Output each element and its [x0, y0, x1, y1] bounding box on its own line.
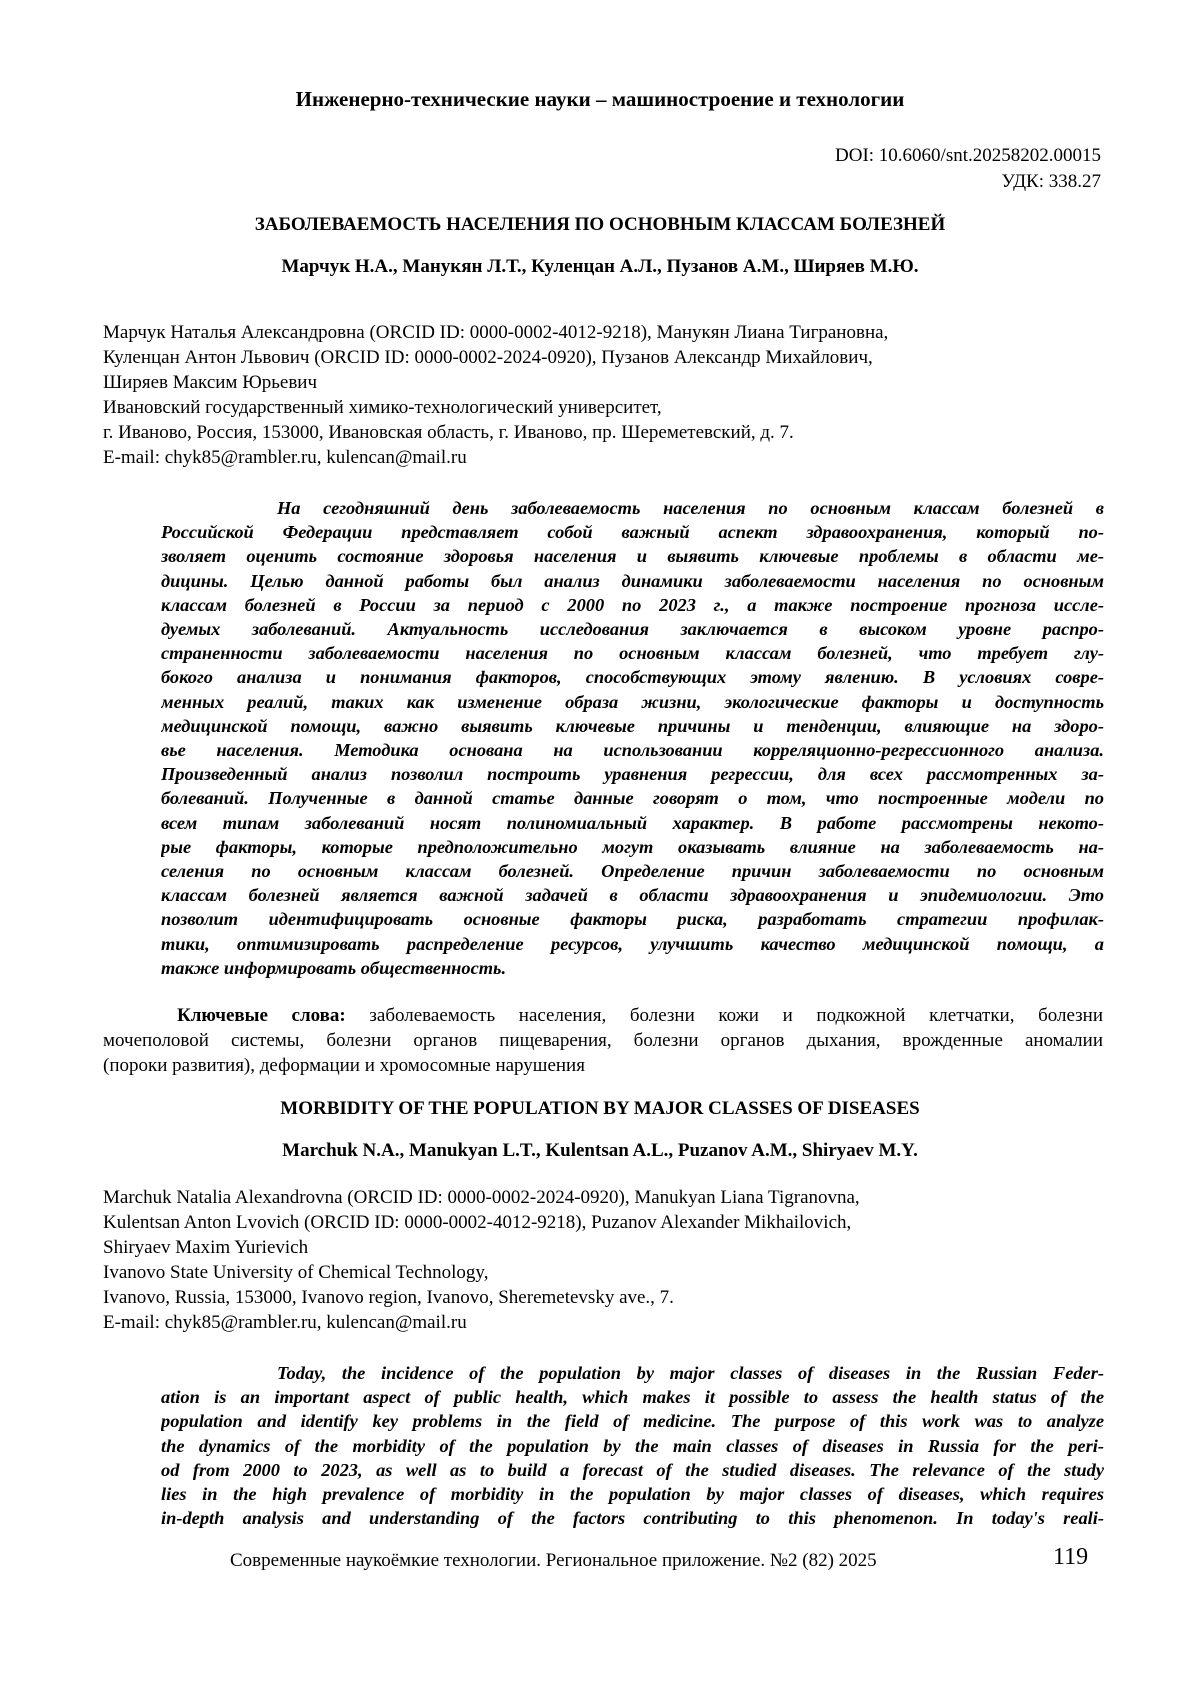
ru-abstract-line: классам болезней в России за период с 2000 по 2023 г., а также построение прогноза иссле-: [161, 594, 1104, 615]
ru-abstract-line: вье населения. Методика основана на использовании корреляционно-регрессионного анализа.: [161, 740, 1104, 761]
ru-keywords-line: (пороки развития), деформации и хромосомные нарушения: [103, 1055, 585, 1076]
en-affiliation: [103, 1185, 1103, 1335]
ru-affiliation-line: Куленцан Антон Львович (ORCID ID: 0000-0002-2024-0920), Пузанов Александр Михайлович,: [103, 347, 873, 368]
ru-email-line: E-mail: chyk85@rambler.ru, kulencan@mail.ru: [103, 447, 467, 468]
udc-text: УДК: 338.27: [1001, 171, 1101, 192]
ru-abstract-line: бокого анализа и понимания факторов, способствующих этому явлению. В условиях совре-: [161, 667, 1104, 688]
ru-affiliation-line: Ивановский государственный химико-технологический университет,: [103, 397, 662, 418]
ru-abstract-line: Российской Федерации представляет собой важный аспект здравоохранения, который по-: [161, 522, 1104, 543]
en-abstract-line: in-depth analysis and understanding of the factors contributing to this phenomenon. In today's reali-: [161, 1508, 1104, 1529]
en-abstract-line: Today, the incidence of the population by major classes of diseases in the Russian Feder-: [277, 1363, 1104, 1383]
ru-affiliation: [103, 320, 1103, 470]
ru-abstract-line: также информировать общественность.: [161, 957, 507, 978]
ru-abstract: [161, 496, 1104, 980]
keywords-label: Ключевые слова:: [177, 1005, 346, 1026]
ru-abstract-line: болеваний. Полученные в данной статье данные говорят о том, что построенные модели по: [161, 788, 1104, 809]
ru-affiliation-line: Ширяев Максим Юрьевич: [103, 372, 318, 393]
ru-abstract-line: тики, оптимизировать распределение ресурсов, улучшить качество медицинской помощи, а: [161, 933, 1104, 954]
en-abstract-line: the dynamics of the morbidity of the population by the main classes of diseases in Russia for the peri-: [161, 1435, 1104, 1456]
ru-abstract-line: дицины. Целью данной работы был анализ динамики заболеваемости населения по основным: [161, 570, 1104, 591]
ru-abstract-line: селения по основным классам болезней. Определение причин заболеваемости по основным: [161, 861, 1104, 882]
ru-affiliation-line: г. Иваново, Россия, 153000, Ивановская область, г. Иваново, пр. Шереметевский, д. 7.: [103, 422, 794, 443]
ru-authors: Марчук Н.А., Манукян Л.Т., Куленцан А.Л., Пузанов А.М., Ширяев М.Ю.: [281, 256, 919, 277]
en-affiliation-line: Ivanovo, Russia, 153000, Ivanovo region, Ivanovo, Sheremetevsky ave., 7.: [103, 1287, 674, 1308]
ru-abstract-line: дуемых заболеваний. Актуальность исследования заключается в высоком уровне распро-: [161, 619, 1104, 640]
en-abstract-line: od from 2000 to 2023, as well as to build a forecast of the studied diseases. The relevance of the study: [161, 1459, 1104, 1480]
en-affiliation-line: Marchuk Natalia Alexandrovna (ORCID ID: 0000-0002-2024-0920), Manukyan Liana Tigranovna,: [103, 1187, 860, 1208]
ru-keywords-line: [103, 1003, 1103, 1028]
doi-text: DOI: 10.6060/snt.20258202.00015: [835, 145, 1101, 166]
ru-abstract-line: классам болезней является важной задачей в области здравоохранения и эпидемиологии. Это: [161, 885, 1104, 906]
ru-affiliation-line: Марчук Наталья Александровна (ORCID ID: 0000-0002-4012-9218), Манукян Лиана Тиграновна,: [103, 322, 889, 343]
ru-abstract-line: всем типам заболеваний носят полиномиальный характер. В работе рассмотрены некото-: [161, 812, 1104, 833]
en-abstract: [161, 1361, 1104, 1530]
section-header: Инженерно-технические науки – машиностроение и технологии: [295, 87, 905, 111]
keywords-text: заболеваемость населения, болезни кожи и подкожной клетчатки, болезни: [369, 1005, 1104, 1026]
ru-abstract-line: позволит идентифицировать основные факторы риска, разработать стратегии профилак-: [161, 909, 1104, 930]
ru-abstract-line: страненности заболеваемости населения по основным классам болезней, что требует глу-: [161, 643, 1104, 664]
en-affiliation-line: Kulentsan Anton Lvovich (ORCID ID: 0000-0002-4012-9218), Puzanov Alexander Mikhailovich,: [103, 1212, 852, 1233]
journal-name: Современные наукоёмкие технологии. Региональное приложение. №2 (82) 2025: [230, 1550, 877, 1571]
en-abstract-line: ation is an important aspect of public health, which makes it possible to assess the health status of the: [161, 1387, 1104, 1408]
en-affiliation-line: Ivanovo State University of Chemical Technology,: [103, 1262, 489, 1283]
ru-keywords-line: мочеполовой системы, болезни органов пищеварения, болезни органов дыхания, врожденные аномалии: [103, 1030, 1103, 1051]
ru-abstract-line: менных реалий, таких как изменение образа жизни, экологические факторы и доступность: [161, 691, 1104, 712]
en-abstract-line: population and identify key problems in the field of medicine. The purpose of this work was to analyze: [161, 1411, 1104, 1432]
ru-abstract-line: Произведенный анализ позволил построить уравнения регрессии, для всех рассмотренных за-: [161, 764, 1104, 785]
ru-abstract-line: медицинской помощи, важно выявить ключевые причины и тенденции, влияющие на здоро-: [161, 715, 1104, 736]
en-title: MORBIDITY OF THE POPULATION BY MAJOR CLASSES OF DISEASES: [280, 1098, 920, 1119]
en-abstract-line: lies in the high prevalence of morbidity in the population by major classes of diseases, which requires: [161, 1484, 1104, 1505]
en-email-line: E-mail: chyk85@rambler.ru, kulencan@mail.ru: [103, 1312, 467, 1333]
ru-title: ЗАБОЛЕВАЕМОСТЬ НАСЕЛЕНИЯ ПО ОСНОВНЫМ КЛАССАМ БОЛЕЗНЕЙ: [254, 214, 946, 235]
ru-abstract-line: рые факторы, которые предположительно могут оказывать влияние на заболеваемость на-: [161, 836, 1104, 857]
en-authors: Marchuk N.A., Manukyan L.T., Kulentsan A.L., Puzanov A.M., Shiryaev M.Y.: [282, 1140, 918, 1161]
ru-abstract-line: На сегодняшний день заболеваемость населения по основным классам болезней в: [277, 498, 1104, 518]
ru-abstract-line: зволяет оценить состояние здоровья населения и выявить ключевые проблемы в области ме-: [161, 546, 1104, 567]
ru-keywords: [103, 1003, 1103, 1078]
page-number: 119: [1053, 1544, 1089, 1570]
doi-udc-block: [835, 143, 1101, 195]
en-affiliation-line: Shiryaev Maxim Yurievich: [103, 1237, 309, 1258]
